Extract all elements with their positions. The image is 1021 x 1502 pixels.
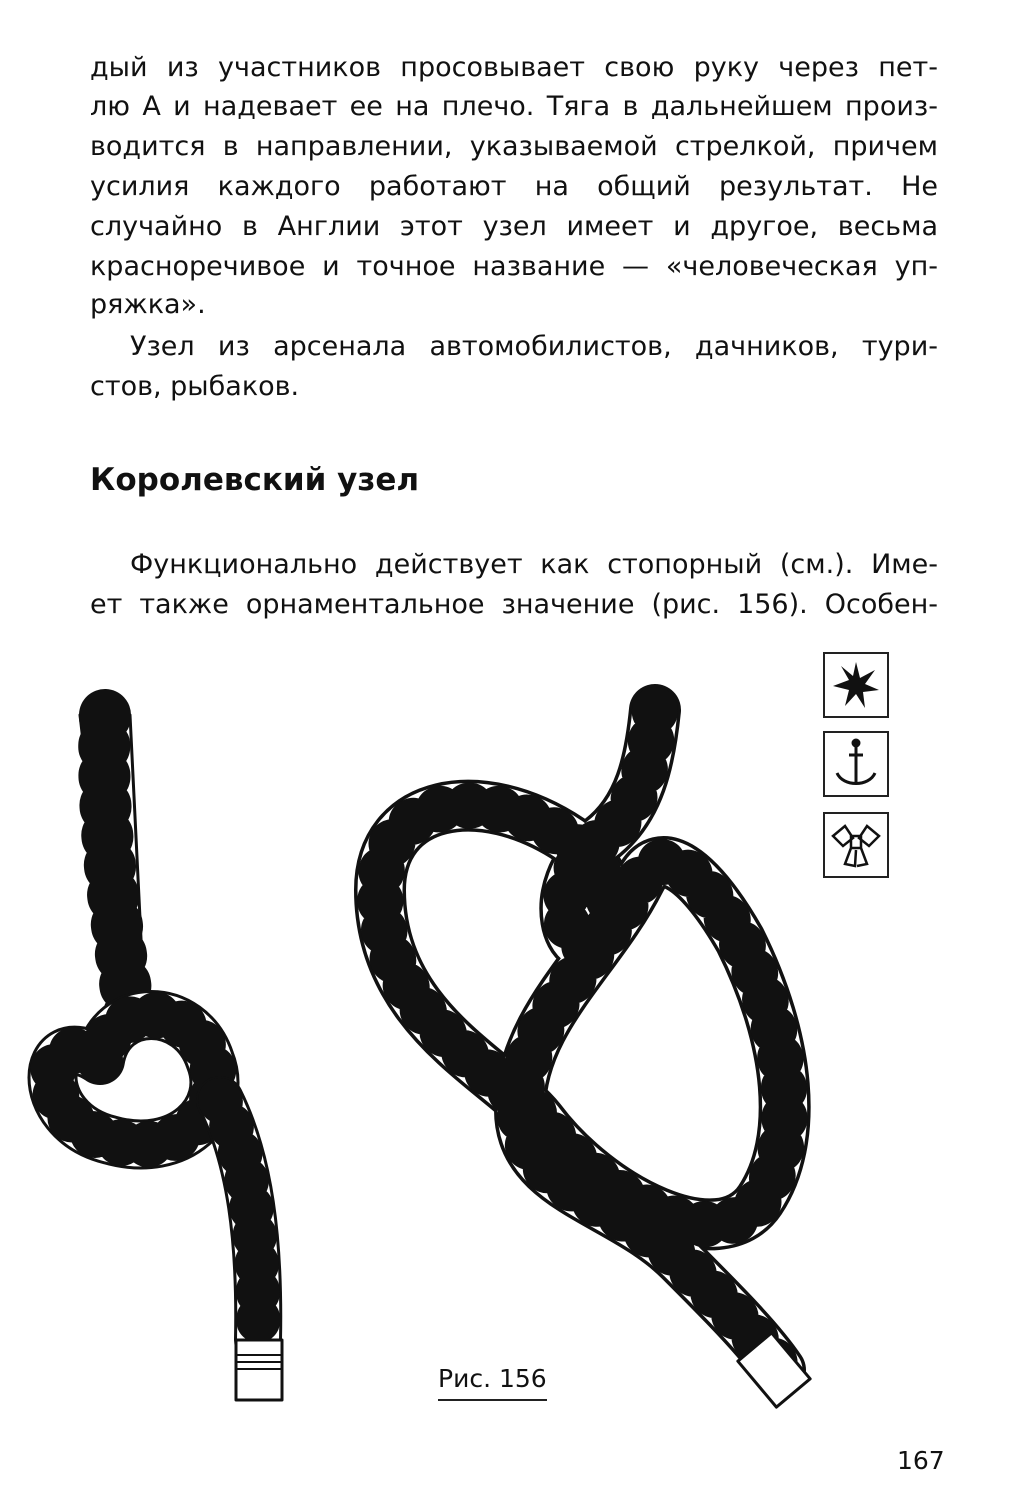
text-line: Функционально действует как стопорный (см.). Име-: [130, 549, 938, 580]
section-heading: Королевский узел: [90, 462, 420, 498]
text-line: Узел из арсенала автомобилистов, дачников, тури-: [130, 331, 938, 362]
text-line: водится в направлении, указываемой стрелкой, причем: [90, 131, 938, 162]
text-line: дый из участников просовывает свою руку через пет-: [90, 52, 938, 83]
anchor-icon: [823, 731, 889, 797]
star-icon: [823, 652, 889, 718]
text-line: усилия каждого работают на общий результат. Не: [90, 171, 938, 202]
text-line: ряжка».: [90, 289, 206, 320]
text-line: красноречивое и точное название — «человеческая уп-: [90, 251, 938, 282]
figure-caption: Рис. 156: [438, 1364, 547, 1401]
text-line: стов, рыбаков.: [90, 371, 300, 402]
left-knot-drawing: [53, 715, 283, 1400]
page-number: 167: [897, 1446, 945, 1475]
text-line: ет также орнаментальное значение (рис. 156). Особен-: [90, 589, 938, 620]
bow-icon: [823, 812, 889, 878]
text-line: случайно в Англии этот узел имеет и другое, весьма: [90, 211, 938, 242]
right-knot-drawing: [380, 710, 810, 1407]
text-line: лю А и надевает ее на плечо. Тяга в дальнейшем произ-: [90, 91, 938, 122]
